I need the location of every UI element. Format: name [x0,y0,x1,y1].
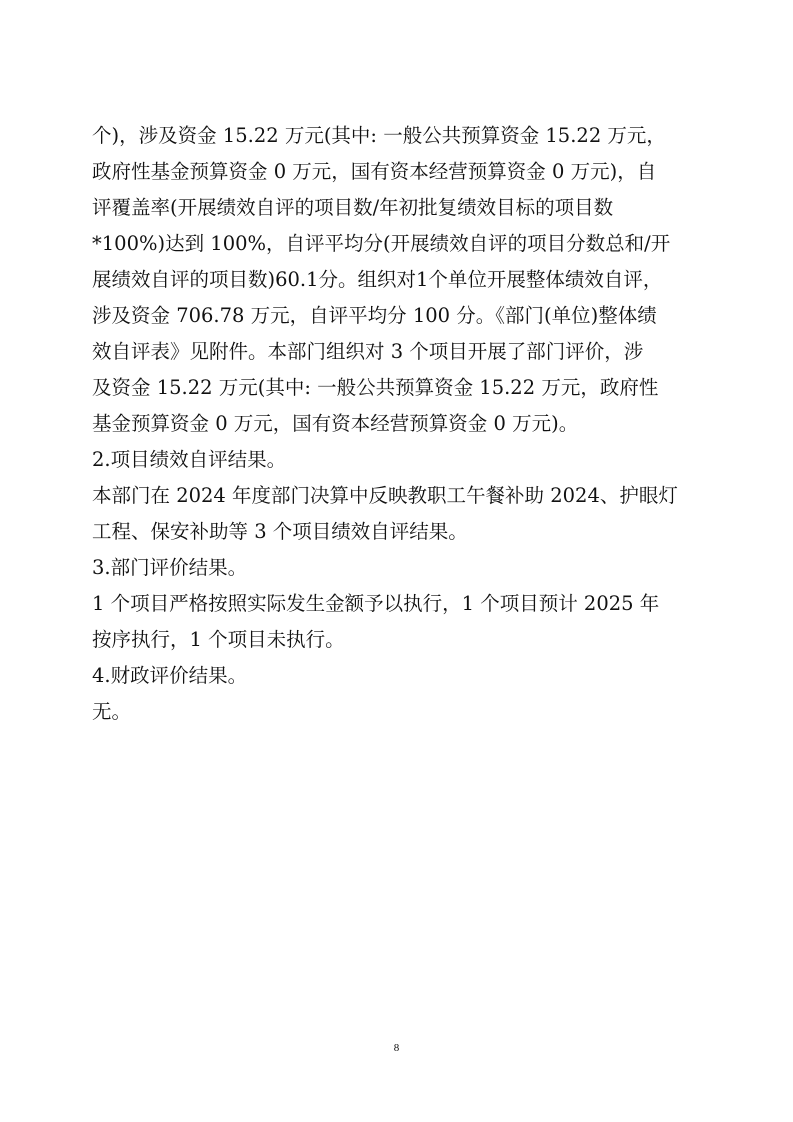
page-number: 8 [393,1042,400,1054]
text-line: 基金预算资金 0 万元，国有资本经营预算资金 0 万元)。 [92,412,579,435]
section-heading: 2.项目绩效自评结果。 [92,448,287,471]
text-line: *100%)达到 100%，自评平均分(开展绩效自评的项目分数总和/开 [92,232,671,255]
text-line: 按序执行，1 个项目未执行。 [92,628,345,651]
text-line: 本部门在 2024 年度部门决算中反映教职工午餐补助 2024、护眼灯 [92,484,678,507]
section-heading: 3.部门评价结果。 [92,556,248,579]
text-line: 效自评表》见附件。本部门组织对 3 个项目开展了部门评价，涉 [92,340,644,363]
text-line: 展绩效自评的项目数)60.1分。组织对1个单位开展整体绩效自评， [92,268,663,291]
text-line: 无。 [92,700,132,723]
text-line: 及资金 15.22 万元(其中: 一般公共预算资金 15.22 万元，政府性 [92,376,659,399]
text-line: 评覆盖率(开展绩效自评的项目数/年初批复绩效目标的项目数 [92,196,614,219]
text-line: 涉及资金 706.78 万元，自评平均分 100 分。《部门(单位)整体绩 [92,304,657,327]
text-line: 个)，涉及资金 15.22 万元(其中: 一般公共预算资金 15.22 万元， [92,124,666,147]
text-line: 工程、保安补助等 3 个项目绩效自评结果。 [92,520,468,543]
text-line: 1 个项目严格按照实际发生金额予以执行，1 个项目预计 2025 年 [92,592,660,615]
text-line: 政府性基金预算资金 0 万元，国有资本经营预算资金 0 万元)，自 [92,160,657,183]
document-body [92,118,712,730]
section-heading: 4.财政评价结果。 [92,664,248,687]
